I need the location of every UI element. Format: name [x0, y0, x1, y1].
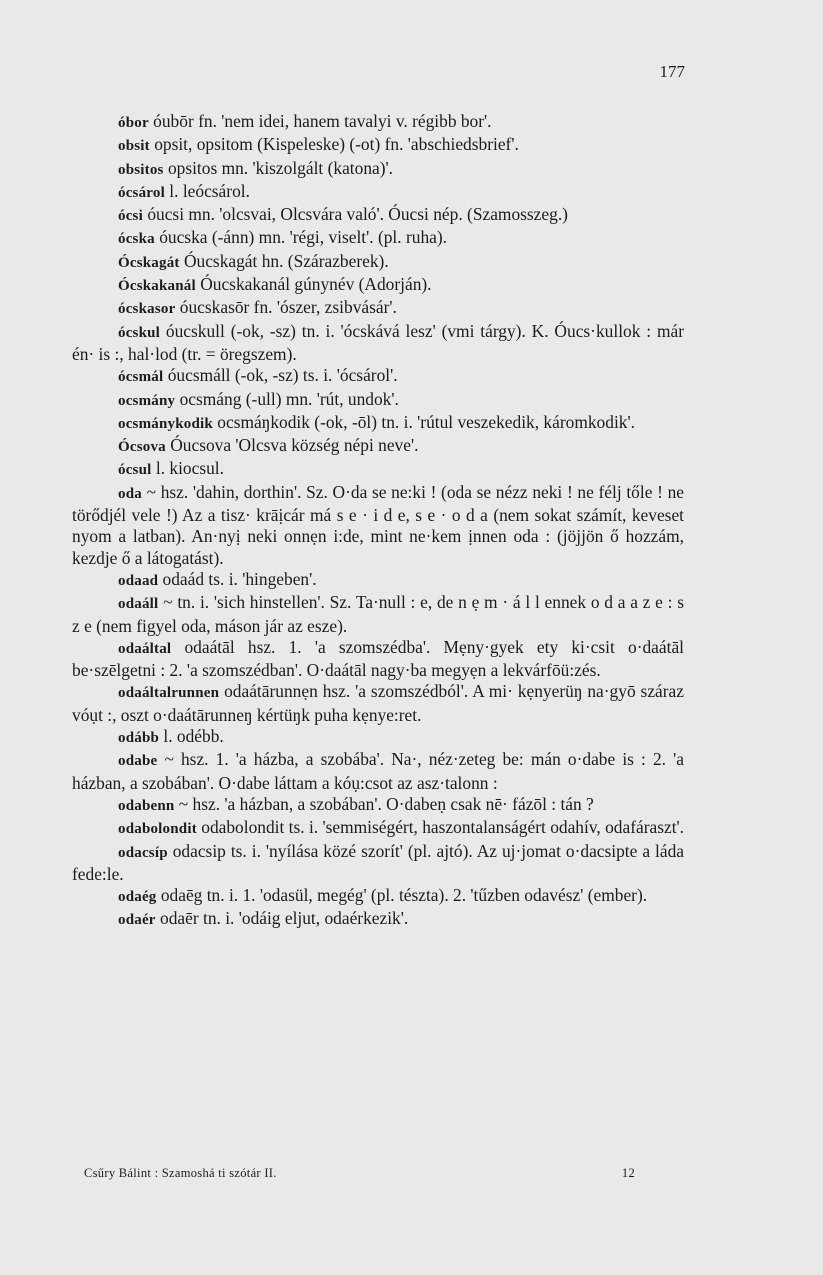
entry-headword: odaég: [118, 889, 157, 906]
dictionary-entry: [72, 435, 684, 458]
dictionary-entry: [72, 389, 684, 412]
entry-body: óucsmáll (-ok, -sz) ts. i. 'ócsárol'.: [163, 365, 398, 386]
entry-body: óucskasōr fn. 'ószer, zsibvásár'.: [175, 297, 397, 318]
dictionary-entry: [72, 297, 684, 320]
entry-headword: óbor: [118, 115, 149, 131]
entry-body: odabolondit ts. i. 'semmiségért, haszontalanságért odahív, odafáraszt'.: [196, 817, 685, 838]
dictionary-entry: [72, 637, 684, 682]
dictionary-entry: [72, 794, 684, 817]
entry-body: óucska (-ánn) mn. 'régi, viselt'. (pl. ruha).: [154, 227, 448, 248]
entry-body: óubōr fn. 'nem idei, hanem tavalyi v. régibb bor'.: [148, 111, 492, 131]
entry-body: Óucskakanál gúnynév (Adorján).: [195, 274, 432, 295]
page-number: 177: [659, 62, 685, 81]
entry-body: odaēg tn. i. 1. 'odasül, megég' (pl. tészta). 2. 'tűzben odavész' (ember).: [156, 885, 648, 906]
entry-body: l. leócsárol.: [164, 180, 250, 201]
entry-body: ~ hsz. 'dahin, dorthin'. Sz. O·da se ne:ki ! (oda se nézz neki ! ne félj tőle ! ne törődjél vele !) Az a tisz· krāịcár má s e · i d e, s e · o d a (nem sokat számít, keveset nyom a latban). An·nyị neki onnẹn i:de, mint ne·kem ịnnen oda : (jöjjön ő hozzám, kezdje ő a látogatást).: [72, 481, 684, 568]
entry-headword: odabenn: [118, 797, 175, 814]
dictionary-entry: [72, 412, 684, 435]
dictionary-entry: [72, 908, 684, 931]
entry-headword: oda: [118, 485, 142, 502]
entry-headword: ócsárol: [118, 184, 165, 201]
dictionary-entry: [72, 726, 684, 749]
entry-body: odaátāl hsz. 1. 'a szomszédba'. Mẹny·gyek ety ki·csit o·daátāl be·szēlgetni : 2. 'a szomszédban'. O·daátāl nagy·ba megyẹn a lekvárfōü:zés.: [72, 636, 684, 681]
entry-headword: ócskul: [118, 324, 161, 341]
footer-signature: 12: [621, 1166, 635, 1180]
dictionary-entry: [72, 749, 684, 794]
dictionary-entry: [72, 592, 684, 637]
entry-body: óucsi mn. 'olcsvai, Olcsvára való'. Óucsi nép. (Szamosszeg.): [142, 204, 568, 225]
entry-headword: odaáltal: [118, 640, 172, 657]
entry-body: odaēr tn. i. 'odáig eljut, odaérkezik'.: [155, 908, 409, 929]
entry-body: ocsmáŋkodik (-ok, -ōl) tn. i. 'rútul veszekedik, káromkodik'.: [212, 411, 635, 432]
entry-headword: obsit: [118, 138, 150, 155]
entry-list: [72, 111, 684, 932]
page-footer: [84, 1166, 635, 1181]
entry-headword: Ócskagát: [118, 254, 180, 271]
dictionary-entry: [72, 885, 684, 908]
dictionary-entry: [72, 569, 684, 592]
dictionary-entry: [72, 204, 684, 227]
dictionary-entry: [72, 321, 684, 366]
entry-body: ocsmáng (-ull) mn. 'rút, undok'.: [175, 388, 399, 409]
dictionary-entry: [72, 134, 684, 157]
entry-headword: ocsmánykodik: [118, 415, 213, 432]
dictionary-entry: [72, 482, 684, 569]
entry-headword: ócsi: [118, 208, 143, 225]
entry-headword: odabolondit: [118, 821, 197, 838]
entry-body: Óucskagát hn. (Szárazberek).: [179, 250, 389, 271]
dictionary-entry: [72, 158, 684, 181]
entry-body: ~ tn. i. 'sich hinstellen'. Sz. Ta·null : e, de n ẹ m · á l l ennek o d a a z e : s z e (nem figyel oda, máson jár az esze).: [72, 592, 684, 636]
entry-body: opsitos mn. 'kiszolgált (katona)'.: [163, 157, 394, 178]
entry-headword: obsitos: [118, 161, 164, 178]
entry-headword: odaáltalrunnen: [118, 685, 220, 702]
dictionary-entry: [72, 227, 684, 250]
dictionary-entry: [72, 458, 684, 481]
entry-body: óucskull (-ok, -sz) tn. i. 'ócskává lesz' (vmi tárgy). K. Óucs·kullok : már én· is :, hal·lod (tr. = öregszem).: [72, 320, 684, 364]
dictionary-entry: [72, 181, 684, 204]
dictionary-entry: [72, 251, 684, 274]
entry-headword: Ócskakanál: [118, 278, 196, 295]
entry-headword: ócska: [118, 231, 155, 248]
entry-headword: odaér: [118, 912, 156, 929]
entry-body: odacsip ts. i. 'nyílása közé szorít' (pl. ajtó). Az uj·jomat o·dacsipte a láda fede:le.: [72, 840, 684, 884]
entry-body: Óucsova 'Olcsva község népi neve'.: [165, 435, 419, 456]
dictionary-entry: [72, 817, 684, 840]
entry-body: odaátārunnẹn hsz. 'a szomszédból'. A mi· kẹnyerüŋ na·gyō száraz vóụt :, oszt o·daátārunneŋ kértüŋk puha kẹnye:ret.: [72, 681, 684, 725]
dictionary-entry: [72, 274, 684, 297]
entry-headword: ócsmál: [118, 369, 164, 386]
dictionary-entry: [72, 365, 684, 388]
entry-headword: ocsmány: [118, 392, 176, 409]
entry-headword: odább: [118, 730, 160, 747]
dictionary-entry: [72, 111, 684, 134]
entry-body: opsit, opsitom (Kispeleske) (-ot) fn. 'abschiedsbrief'.: [149, 134, 519, 155]
entry-headword: ócsul: [118, 462, 152, 479]
dictionary-entry: [72, 681, 684, 726]
entry-headword: odabe: [118, 753, 158, 770]
footer-source: Csűry Bálint : Szamoshá ti szótár II.: [84, 1166, 277, 1180]
entry-body: ~ hsz. 1. 'a házba, a szobába'. Na·, néz·zeteg be: mán o·dabe is : 2. 'a házban, a szobában'. O·dabe láttam a kóụ:csot az asz·talonn :: [72, 749, 684, 793]
entry-headword: odaad: [118, 572, 159, 589]
entry-headword: ócskasor: [118, 301, 176, 318]
entry-body: ~ hsz. 'a házban, a szobában'. O·dabeṇ csak nē· fázōl : tán ?: [174, 793, 594, 814]
entry-body: l. odébb.: [159, 726, 224, 747]
entry-body: l. kiocsul.: [151, 458, 224, 479]
entry-headword: odaáll: [118, 596, 159, 613]
entry-headword: Ócsova: [118, 439, 166, 456]
entry-body: odaád ts. i. 'hingeben'.: [158, 568, 317, 589]
entry-headword: odacsíp: [118, 844, 168, 861]
dictionary-entry: [72, 841, 684, 886]
